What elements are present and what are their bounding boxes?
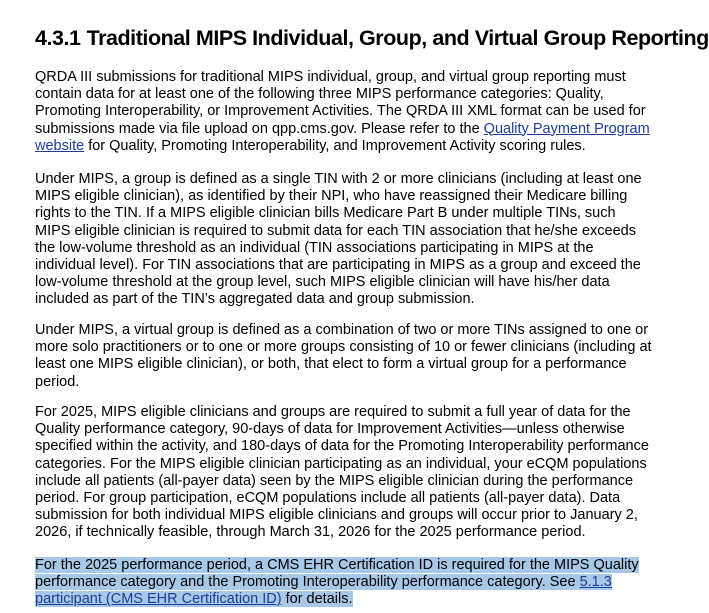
text-line: least one MIPS eligible clinician), or both, that elect to form a virtual group for a performance <box>35 356 627 373</box>
paragraph-2025-requirements <box>35 404 675 542</box>
text-line <box>35 574 675 591</box>
paragraph-cehrt-id-highlighted <box>35 557 675 609</box>
text-line: submission for both individual MIPS eligible clinicians and groups will occur prior to January 2, <box>35 507 638 524</box>
text-line: the low-volume threshold as an individual (TIN associations participating in MIPS at the <box>35 239 594 256</box>
text-line: more solo practitioners or to one or more groups consisting of 10 or fewer clinicians (including at <box>35 339 652 356</box>
text-line <box>35 591 675 608</box>
text-line: MIPS eligible clinician), as identified by their NPI, who have reassigned their Medicare billing <box>35 188 628 205</box>
text-line: include all patients (all-payer data) seen by the MIPS eligible clinician during the performance <box>35 472 634 489</box>
quality-payment-program-website-link[interactable]: website <box>35 137 85 154</box>
paragraph-qrda-submissions <box>35 69 675 155</box>
text-segment: submissions made via file upload on qpp.cms.gov. Please refer to the <box>35 120 484 137</box>
text-line: MIPS eligible clinician is required to submit data for each TIN association that he/she exceeds <box>35 222 636 239</box>
quality-payment-program-link[interactable]: Quality Payment Program <box>483 120 650 137</box>
text-line: specified within the activity, and 180-days of data for the Promoting Interoperability performance <box>35 438 649 455</box>
paragraph-group-definition <box>35 171 675 309</box>
text-line: Promoting Interoperability, or Improvement Activities. The QRDA III XML format can be used for <box>35 103 646 120</box>
text-line <box>35 121 675 138</box>
text-line: 2026, if technically feasible, through March 31, 2026 for the 2025 performance period. <box>35 524 586 541</box>
text-line: low-volume threshold at the group level, such MIPS eligible clinician will have his/her data <box>35 274 610 291</box>
text-line: period. <box>35 373 80 390</box>
text-line: individual level). For TIN associations that are participating in MIPS as a group and exceed the <box>35 257 641 274</box>
section-5-1-3-link[interactable]: 5.1.3 <box>579 574 612 591</box>
text-line: Under MIPS, a group is defined as a single TIN with 2 or more clinicians (including at least one <box>35 171 642 187</box>
text-line: For 2025, MIPS eligible clinicians and groups are required to submit a full year of data for the <box>35 404 631 420</box>
text-line: Under MIPS, a virtual group is defined as a combination of two or more TINs assigned to one or <box>35 322 649 338</box>
section-number: 4.3.1 <box>35 26 81 50</box>
text-line: period. For group participation, eCQM populations include all patients (all-payer data). Data <box>35 490 621 507</box>
section-heading <box>35 26 709 51</box>
cms-ehr-certification-id-link[interactable]: participant (CMS EHR Certification ID) <box>35 591 282 608</box>
text-segment: for Quality, Promoting Interoperability, and Improvement Activity scoring rules. <box>84 137 586 154</box>
text-line: contain data for at least one of the following three MIPS performance categories: Quality, <box>35 86 604 103</box>
text-line: Quality performance category, 90-days of data for Improvement Activities—unless otherwise <box>35 421 625 438</box>
paragraph-virtual-group-definition <box>35 322 675 391</box>
highlighted-text: For the 2025 performance period, a CMS EHR Certification ID is required for the MIPS Quality <box>35 557 639 573</box>
highlighted-text: performance category and the Promoting Interoperability performance category. See <box>35 574 580 591</box>
highlighted-text: for details. <box>281 591 353 608</box>
text-line: QRDA III submissions for traditional MIPS individual, group, and virtual group reporting must <box>35 69 626 85</box>
section-title: Traditional MIPS Individual, Group, and Virtual Group Reporting <box>86 26 709 50</box>
text-line <box>35 557 675 574</box>
text-line: included as part of the TIN’s aggregated data and group submission. <box>35 291 475 308</box>
text-line: categories. For the MIPS eligible clinician participating as an individual, your eCQM populations <box>35 455 647 472</box>
text-line <box>35 138 675 155</box>
text-line: rights to the TIN. If a MIPS eligible clinician bills Medicare Part B under multiple TINs, such <box>35 205 616 222</box>
